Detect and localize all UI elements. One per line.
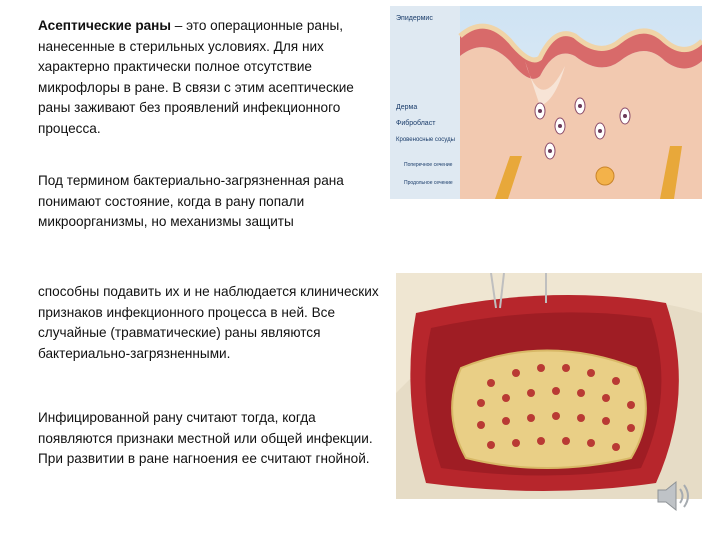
paragraph-aseptic-wounds xyxy=(38,16,383,139)
label-fibroblast: Фибробласт xyxy=(396,120,436,127)
paragraph-contaminated-continued: способны подавить их и не наблюдается клинических признаков инфекционного процесса в ней. Все случайные (травматические) раны являются бактериально-загрязненными. xyxy=(38,284,379,361)
paragraph-aseptic-text: – это операционные раны, нанесенные в стерильных условиях. Для них характерно практически полное отсутствие микрофлоры в ране. В связи с этим асептические раны заживают без проявлений инфекционного процесса. xyxy=(38,18,354,136)
label-dermis: Дерма xyxy=(396,104,418,111)
label-cross-section: Поперечное сечение xyxy=(404,162,453,168)
skin-layers-illustration xyxy=(390,6,702,199)
paragraph-contaminated-wound: Под термином бактериально-загрязненная рана понимают состояние, когда в рану попали микроорганизмы, но механизмы защиты xyxy=(38,173,344,229)
speaker-icon[interactable] xyxy=(652,474,696,518)
label-epidermis: Эпидермис xyxy=(396,15,433,22)
label-vessels: Кровеносные сосуды xyxy=(396,137,455,143)
paragraph-infected-wound: Инфицированной рану считают тогда, когда появляются признаки местной или общей инфекции. При развитии в ране нагноения ее считают гнойной. xyxy=(38,410,373,466)
label-longitudinal-section: Продольное сечение xyxy=(404,180,453,186)
surgical-wound-photo xyxy=(396,273,702,499)
term-aseptic-wounds: Асептические раны xyxy=(38,18,171,33)
